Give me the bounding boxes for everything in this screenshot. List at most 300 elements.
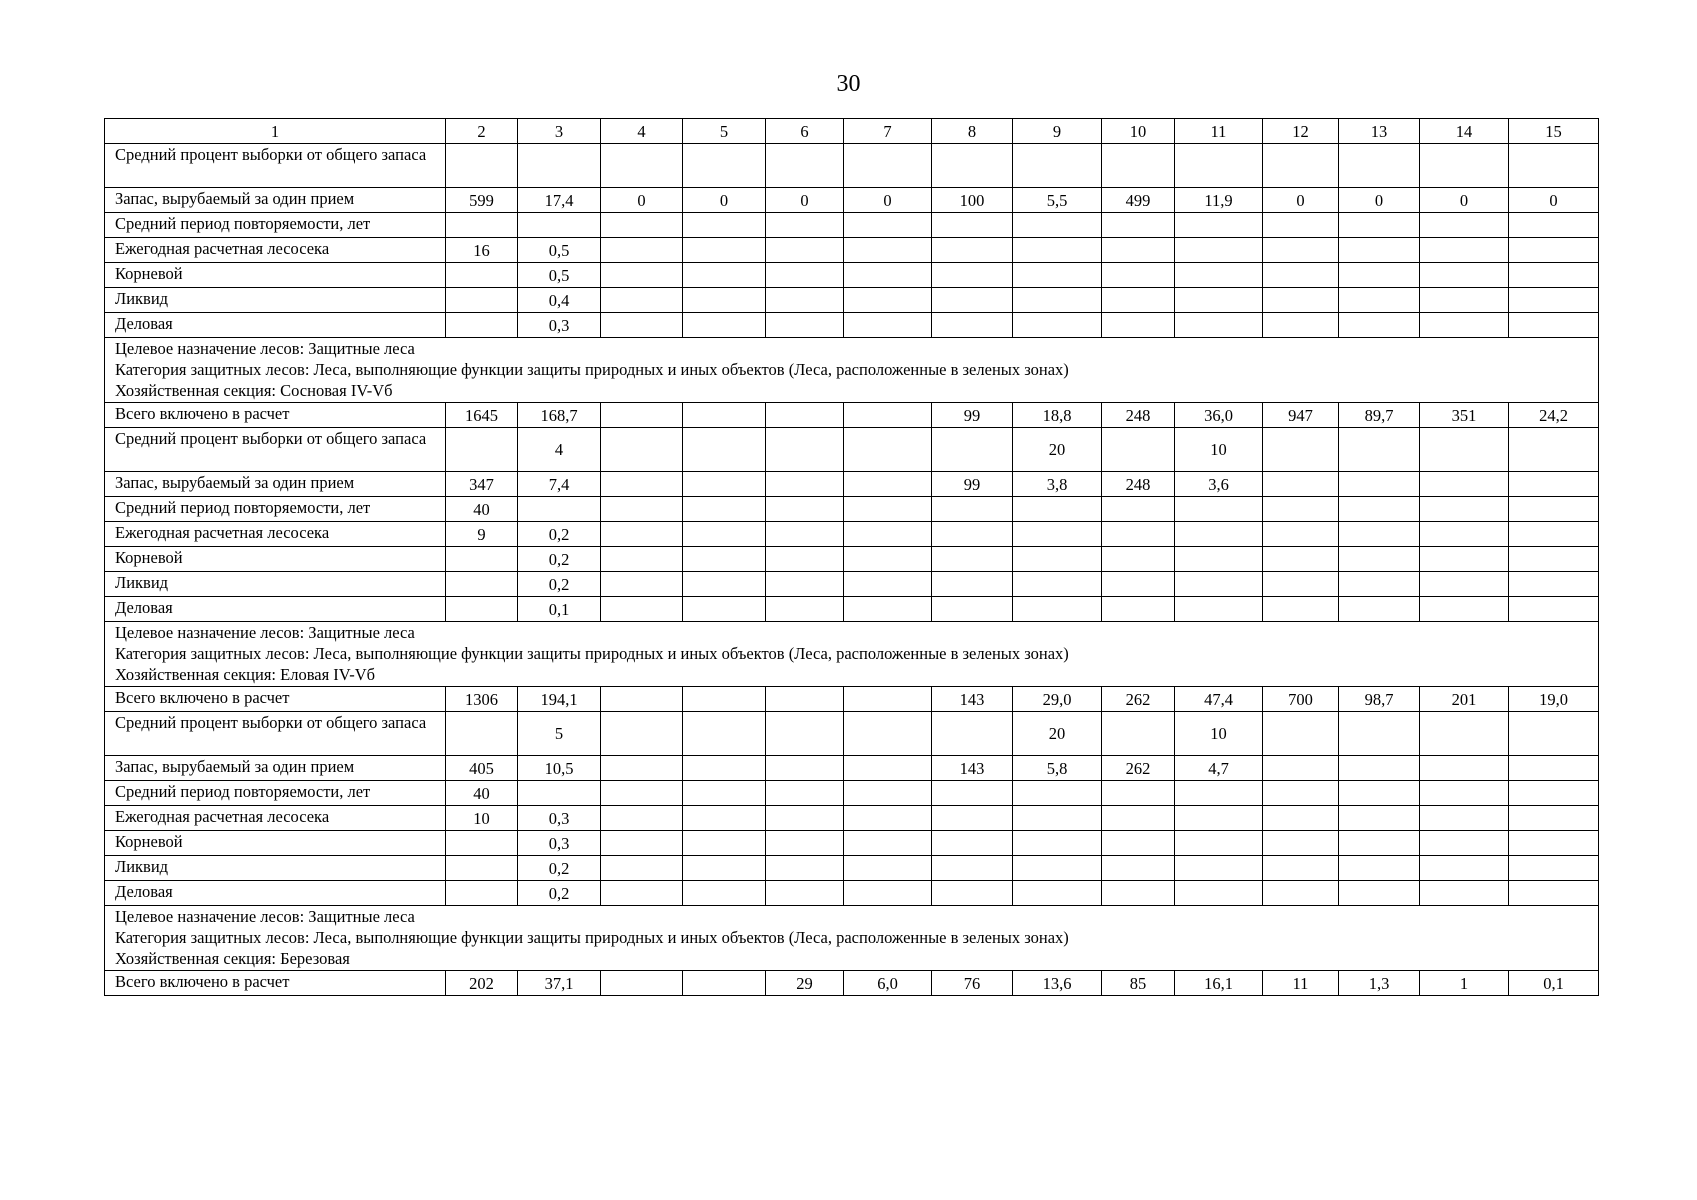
table-cell: 5 (518, 712, 601, 756)
table-cell (446, 712, 518, 756)
column-header-1: 1 (105, 119, 446, 144)
table-row (105, 403, 1599, 428)
row-label: Корневой (105, 263, 446, 288)
table-row (105, 263, 1599, 288)
table-cell (1013, 881, 1102, 906)
table-cell (601, 781, 683, 806)
table-cell: 1645 (446, 403, 518, 428)
table-cell (1339, 263, 1420, 288)
table-cell (683, 597, 766, 622)
table-cell (1263, 756, 1339, 781)
table-cell (1013, 572, 1102, 597)
table-cell (1013, 288, 1102, 313)
table-cell (766, 856, 844, 881)
table-cell: 16 (446, 238, 518, 263)
table-cell (1175, 288, 1263, 313)
section-description (105, 622, 1599, 687)
table-cell (1102, 522, 1175, 547)
table-cell (1102, 572, 1175, 597)
table-cell: 4,7 (1175, 756, 1263, 781)
table-cell (1420, 597, 1509, 622)
table-cell: 99 (932, 403, 1013, 428)
table-cell: 0,5 (518, 238, 601, 263)
table-cell: 99 (932, 472, 1013, 497)
table-cell: 47,4 (1175, 687, 1263, 712)
table-cell: 0,3 (518, 313, 601, 338)
table-cell: 248 (1102, 403, 1175, 428)
table-cell: 0 (683, 188, 766, 213)
table-cell (683, 213, 766, 238)
row-label: Средний процент выборки от общего запаса (105, 712, 446, 756)
table-cell (1175, 597, 1263, 622)
table-cell (1102, 831, 1175, 856)
table-cell (1175, 238, 1263, 263)
table-cell: 0,1 (1509, 971, 1599, 996)
table-cell (1013, 213, 1102, 238)
table-cell (1420, 806, 1509, 831)
table-cell (601, 831, 683, 856)
table-cell: 0 (1509, 188, 1599, 213)
table-cell (1102, 881, 1175, 906)
table-cell: 1,3 (1339, 971, 1420, 996)
table-cell (1013, 781, 1102, 806)
table-cell: 0,3 (518, 806, 601, 831)
table-cell: 0,2 (518, 881, 601, 906)
section-line: Категория защитных лесов: Леса, выполняющие функции защиты природных и иных объектов (Леса, расположенные в зеленых зонах) (115, 928, 1069, 947)
table-cell: 0,3 (518, 831, 601, 856)
table-cell (1420, 712, 1509, 756)
table-cell: 40 (446, 781, 518, 806)
table-cell (766, 881, 844, 906)
table-cell (683, 572, 766, 597)
table-cell (766, 781, 844, 806)
table-cell (1339, 712, 1420, 756)
table-cell (683, 712, 766, 756)
table-cell (1102, 213, 1175, 238)
table-cell: 201 (1420, 687, 1509, 712)
table-cell (446, 144, 518, 188)
table-cell (1263, 428, 1339, 472)
column-header-3: 3 (518, 119, 601, 144)
row-label: Деловая (105, 597, 446, 622)
table-cell: 262 (1102, 756, 1175, 781)
table-cell: 0,1 (518, 597, 601, 622)
table-row (105, 238, 1599, 263)
table-cell (1175, 806, 1263, 831)
table-row (105, 472, 1599, 497)
table-cell (766, 497, 844, 522)
table-cell (1263, 712, 1339, 756)
column-header-15: 15 (1509, 119, 1599, 144)
table-cell (1175, 263, 1263, 288)
table-cell (932, 213, 1013, 238)
table-cell: 0,2 (518, 547, 601, 572)
table-cell (1339, 238, 1420, 263)
table-cell (1263, 497, 1339, 522)
table-cell (1420, 428, 1509, 472)
table-row (105, 522, 1599, 547)
table-cell (844, 712, 932, 756)
table-cell (1509, 712, 1599, 756)
section-line: Целевое назначение лесов: Защитные леса (115, 907, 415, 926)
table-cell: 20 (1013, 428, 1102, 472)
table-cell (601, 597, 683, 622)
table-cell (1013, 547, 1102, 572)
table-cell: 1306 (446, 687, 518, 712)
table-cell (446, 428, 518, 472)
table-cell (446, 547, 518, 572)
column-header-14: 14 (1420, 119, 1509, 144)
table-cell (844, 831, 932, 856)
table-cell: 0 (844, 188, 932, 213)
table-cell: 19,0 (1509, 687, 1599, 712)
table-cell (1420, 238, 1509, 263)
table-cell (1509, 288, 1599, 313)
table-cell (446, 288, 518, 313)
table-cell (844, 144, 932, 188)
table-cell (601, 971, 683, 996)
table-cell (1102, 712, 1175, 756)
table-cell (1339, 144, 1420, 188)
table-cell (1339, 472, 1420, 497)
table-cell (932, 428, 1013, 472)
table-cell: 9 (446, 522, 518, 547)
column-header-6: 6 (766, 119, 844, 144)
table-cell (1175, 547, 1263, 572)
table-row (105, 687, 1599, 712)
column-header-7: 7 (844, 119, 932, 144)
table-row (105, 856, 1599, 881)
table-cell (932, 881, 1013, 906)
table-row (105, 428, 1599, 472)
table-cell (601, 756, 683, 781)
table-cell: 405 (446, 756, 518, 781)
table-cell (683, 403, 766, 428)
table-cell (1263, 213, 1339, 238)
table-cell (1509, 238, 1599, 263)
table-cell (683, 288, 766, 313)
table-cell (683, 313, 766, 338)
row-label: Ликвид (105, 572, 446, 597)
table-cell (1263, 313, 1339, 338)
table-cell (1102, 781, 1175, 806)
table-row (105, 144, 1599, 188)
row-label: Всего включено в расчет (105, 403, 446, 428)
table-cell (1263, 856, 1339, 881)
row-label: Корневой (105, 831, 446, 856)
table-cell (1339, 313, 1420, 338)
row-label: Средний период повторяемости, лет (105, 781, 446, 806)
row-label: Всего включено в расчет (105, 687, 446, 712)
table-cell (601, 213, 683, 238)
table-cell: 5,5 (1013, 188, 1102, 213)
table-cell (1420, 213, 1509, 238)
table-cell (932, 263, 1013, 288)
table-cell (1175, 781, 1263, 806)
row-label: Всего включено в расчет (105, 971, 446, 996)
table-cell (766, 597, 844, 622)
table-cell (1420, 572, 1509, 597)
table-cell (683, 881, 766, 906)
table-cell (1339, 428, 1420, 472)
table-row (105, 497, 1599, 522)
table-cell (683, 428, 766, 472)
table-cell (1013, 831, 1102, 856)
table-row (105, 781, 1599, 806)
row-label: Средний период повторяемости, лет (105, 497, 446, 522)
table-cell (1263, 547, 1339, 572)
table-cell (1420, 263, 1509, 288)
table-cell (932, 856, 1013, 881)
table-cell (844, 313, 932, 338)
table-cell (601, 856, 683, 881)
row-label: Корневой (105, 547, 446, 572)
table-cell (1102, 597, 1175, 622)
table-cell: 499 (1102, 188, 1175, 213)
table-cell: 143 (932, 687, 1013, 712)
table-cell: 37,1 (518, 971, 601, 996)
table-row (105, 213, 1599, 238)
table-cell: 16,1 (1175, 971, 1263, 996)
section-line: Категория защитных лесов: Леса, выполняющие функции защиты природных и иных объектов (Леса, расположенные в зеленых зонах) (115, 360, 1069, 379)
column-header-4: 4 (601, 119, 683, 144)
table-cell (1263, 831, 1339, 856)
table-cell (1102, 497, 1175, 522)
page-number: 30 (836, 71, 861, 97)
table-cell (446, 597, 518, 622)
table-cell (601, 144, 683, 188)
table-cell (766, 213, 844, 238)
table-cell (932, 806, 1013, 831)
table-cell (1509, 572, 1599, 597)
table-cell (932, 238, 1013, 263)
table-row (105, 572, 1599, 597)
table-cell (1102, 144, 1175, 188)
table-cell (1509, 756, 1599, 781)
table-cell (1263, 144, 1339, 188)
row-label: Деловая (105, 881, 446, 906)
table-cell: 599 (446, 188, 518, 213)
table-cell (1509, 213, 1599, 238)
table-cell (1263, 238, 1339, 263)
table-cell: 194,1 (518, 687, 601, 712)
row-label: Ежегодная расчетная лесосека (105, 522, 446, 547)
table-cell (844, 756, 932, 781)
table-cell (683, 831, 766, 856)
table-cell (1509, 806, 1599, 831)
table-cell (844, 497, 932, 522)
table-cell (1339, 288, 1420, 313)
table-cell: 36,0 (1175, 403, 1263, 428)
table-cell (844, 572, 932, 597)
table-cell (844, 288, 932, 313)
table-cell (1102, 263, 1175, 288)
row-label: Ликвид (105, 856, 446, 881)
table-cell: 40 (446, 497, 518, 522)
table-cell (518, 213, 601, 238)
table-cell (1339, 881, 1420, 906)
table-cell: 143 (932, 756, 1013, 781)
table-cell (446, 856, 518, 881)
table-cell (844, 881, 932, 906)
table-cell (1102, 856, 1175, 881)
column-header-12: 12 (1263, 119, 1339, 144)
table-cell (1420, 881, 1509, 906)
table-row (105, 712, 1599, 756)
table-cell (601, 881, 683, 906)
table-cell (844, 522, 932, 547)
table-cell (518, 781, 601, 806)
table-cell (932, 144, 1013, 188)
column-header-9: 9 (1013, 119, 1102, 144)
table-cell (766, 313, 844, 338)
table-cell (446, 313, 518, 338)
section-line: Целевое назначение лесов: Защитные леса (115, 623, 415, 642)
table-cell (1175, 522, 1263, 547)
table-cell: 24,2 (1509, 403, 1599, 428)
table-cell (766, 428, 844, 472)
table-cell (844, 472, 932, 497)
table-cell: 3,8 (1013, 472, 1102, 497)
table-cell (1013, 263, 1102, 288)
row-label: Запас, вырубаемый за один прием (105, 472, 446, 497)
table-cell (932, 288, 1013, 313)
table-cell (1013, 144, 1102, 188)
table-cell (601, 497, 683, 522)
table-row (105, 313, 1599, 338)
row-label: Ежегодная расчетная лесосека (105, 806, 446, 831)
table-cell (1420, 756, 1509, 781)
column-header-8: 8 (932, 119, 1013, 144)
table-cell (1509, 522, 1599, 547)
table-cell (1339, 831, 1420, 856)
table-cell (683, 497, 766, 522)
table-cell (683, 472, 766, 497)
table-cell (1013, 497, 1102, 522)
table-cell: 10 (1175, 712, 1263, 756)
table-cell (766, 687, 844, 712)
table-cell (683, 971, 766, 996)
table-cell: 100 (932, 188, 1013, 213)
table-cell (683, 781, 766, 806)
table-cell (932, 522, 1013, 547)
table-cell (446, 831, 518, 856)
table-cell (1175, 144, 1263, 188)
table-cell (1013, 856, 1102, 881)
table-row (105, 971, 1599, 996)
table-cell (1420, 313, 1509, 338)
section-line: Хозяйственная секция: Сосновая IV-Vб (115, 381, 393, 400)
table-cell: 85 (1102, 971, 1175, 996)
table-cell (601, 472, 683, 497)
row-label: Запас, вырубаемый за один прием (105, 188, 446, 213)
table-cell: 0,2 (518, 522, 601, 547)
section-line: Хозяйственная секция: Еловая IV-Vб (115, 665, 376, 684)
row-label: Запас, вырубаемый за один прием (105, 756, 446, 781)
table-cell: 10 (1175, 428, 1263, 472)
table-cell (1102, 238, 1175, 263)
section-line: Категория защитных лесов: Леса, выполняющие функции защиты природных и иных объектов (Леса, расположенные в зеленых зонах) (115, 644, 1069, 663)
table-cell (601, 547, 683, 572)
table-cell (601, 428, 683, 472)
section-line: Целевое назначение лесов: Защитные леса (115, 339, 415, 358)
table-cell (766, 831, 844, 856)
table-cell (1263, 806, 1339, 831)
table-cell (1509, 263, 1599, 288)
table-cell (844, 263, 932, 288)
table-cell (601, 313, 683, 338)
table-cell (766, 238, 844, 263)
table-cell: 29 (766, 971, 844, 996)
table-row (105, 881, 1599, 906)
table-cell: 0 (1263, 188, 1339, 213)
table-cell (1263, 522, 1339, 547)
table-cell (1339, 597, 1420, 622)
table-cell (1175, 831, 1263, 856)
table-cell (844, 781, 932, 806)
table-cell (844, 238, 932, 263)
table-cell: 10 (446, 806, 518, 831)
table-cell: 17,4 (518, 188, 601, 213)
table-cell: 0 (1339, 188, 1420, 213)
column-header-11: 11 (1175, 119, 1263, 144)
table-cell (1509, 497, 1599, 522)
table-cell (1509, 831, 1599, 856)
table-cell (683, 806, 766, 831)
table-row (105, 547, 1599, 572)
table-cell: 347 (446, 472, 518, 497)
table-cell (683, 856, 766, 881)
table-cell: 11 (1263, 971, 1339, 996)
table-cell (1420, 831, 1509, 856)
table-cell (1263, 781, 1339, 806)
table-cell (601, 403, 683, 428)
table-cell (683, 238, 766, 263)
forest-data-table (104, 118, 1599, 996)
table-cell (1339, 213, 1420, 238)
table-cell: 11,9 (1175, 188, 1263, 213)
table-cell (766, 756, 844, 781)
table-cell (1339, 547, 1420, 572)
table-cell: 0,2 (518, 572, 601, 597)
table-cell (601, 288, 683, 313)
table-cell: 0 (766, 188, 844, 213)
table-cell (1175, 213, 1263, 238)
table-cell (1175, 572, 1263, 597)
table-cell (1509, 547, 1599, 572)
table-cell (766, 403, 844, 428)
table-cell (601, 712, 683, 756)
row-label: Деловая (105, 313, 446, 338)
table-row (105, 188, 1599, 213)
table-cell (1263, 881, 1339, 906)
table-cell (1339, 756, 1420, 781)
table-cell (766, 572, 844, 597)
table-cell: 29,0 (1013, 687, 1102, 712)
section-description (105, 906, 1599, 971)
column-header-13: 13 (1339, 119, 1420, 144)
table-cell (1339, 497, 1420, 522)
column-header-10: 10 (1102, 119, 1175, 144)
row-label: Средний период повторяемости, лет (105, 213, 446, 238)
table-cell: 5,8 (1013, 756, 1102, 781)
table-cell (766, 806, 844, 831)
table-cell: 76 (932, 971, 1013, 996)
table-cell (932, 781, 1013, 806)
table-cell (1263, 472, 1339, 497)
table-cell (766, 144, 844, 188)
table-cell (683, 756, 766, 781)
